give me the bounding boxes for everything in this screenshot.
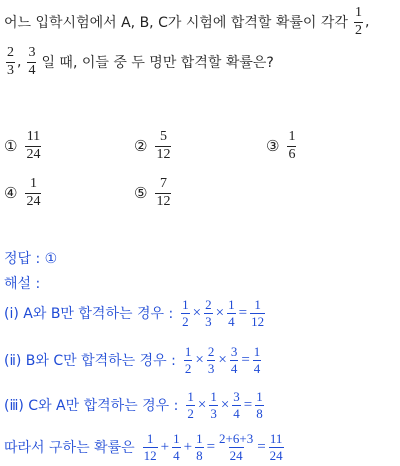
case-3: (ⅲ) C와 A만 합격하는 경우 : $\frac{1}{2}$ × $\frac{1}{3}$ × $\frac{3}{4}$ = $\frac{1}{8}$: [4, 389, 263, 421]
question-text-tail: 일 때, 이들 중 두 명만 합격할 확률은?: [41, 55, 274, 72]
case-2: (ⅱ) B와 C만 합격하는 경우 : $\frac{1}{2}$ × $\frac{2}{3}$ × $\frac{3}{4}$ = $\frac{1}{4}$: [4, 344, 261, 376]
question-line-1: 어느 입학시험에서 A, B, C가 시험에 합격할 확률이 각각 $\frac{1}{2}$ ,: [4, 5, 370, 38]
case-1: (ⅰ) A와 B만 합격하는 경우 : $\frac{1}{2}$ × $\frac{2}{3}$ × $\frac{1}{4}$ = $\frac{1}{12}$: [4, 297, 265, 329]
question-line-2: $\frac{2}{3}$ , $\frac{3}{4}$ 일 때, 이들 중 두 명만 합격할 확률은?: [7, 45, 274, 78]
answer-label: 정답 : ①: [4, 251, 58, 267]
choice-1[interactable]: ① $\frac{11}{24}$: [4, 129, 41, 162]
choice-4[interactable]: ④ $\frac{1}{24}$: [4, 176, 41, 209]
fraction-one-half: $\frac{1}{2}$: [354, 5, 362, 38]
fraction-two-thirds: $\frac{2}{3}$: [7, 45, 14, 78]
choice-3[interactable]: ③ $\frac{1}{6}$: [266, 129, 296, 162]
explanation-label: 해설 :: [4, 276, 41, 292]
choice-2[interactable]: ② $\frac{5}{12}$: [134, 129, 171, 162]
fraction-three-quarters: $\frac{3}{4}$: [28, 45, 36, 78]
final-result: 따라서 구하는 확률은 $\frac{1}{12}$ + $\frac{1}{4}$ + $\frac{1}{8}$ = $\frac{2+6+3}{24}$ = $\frac{11}{24}$: [4, 431, 283, 463]
question-text: 어느 입학시험에서 A, B, C가 시험에 합격할 확률이 각각: [4, 15, 348, 32]
choice-5[interactable]: ⑤ $\frac{7}{12}$: [134, 176, 171, 209]
